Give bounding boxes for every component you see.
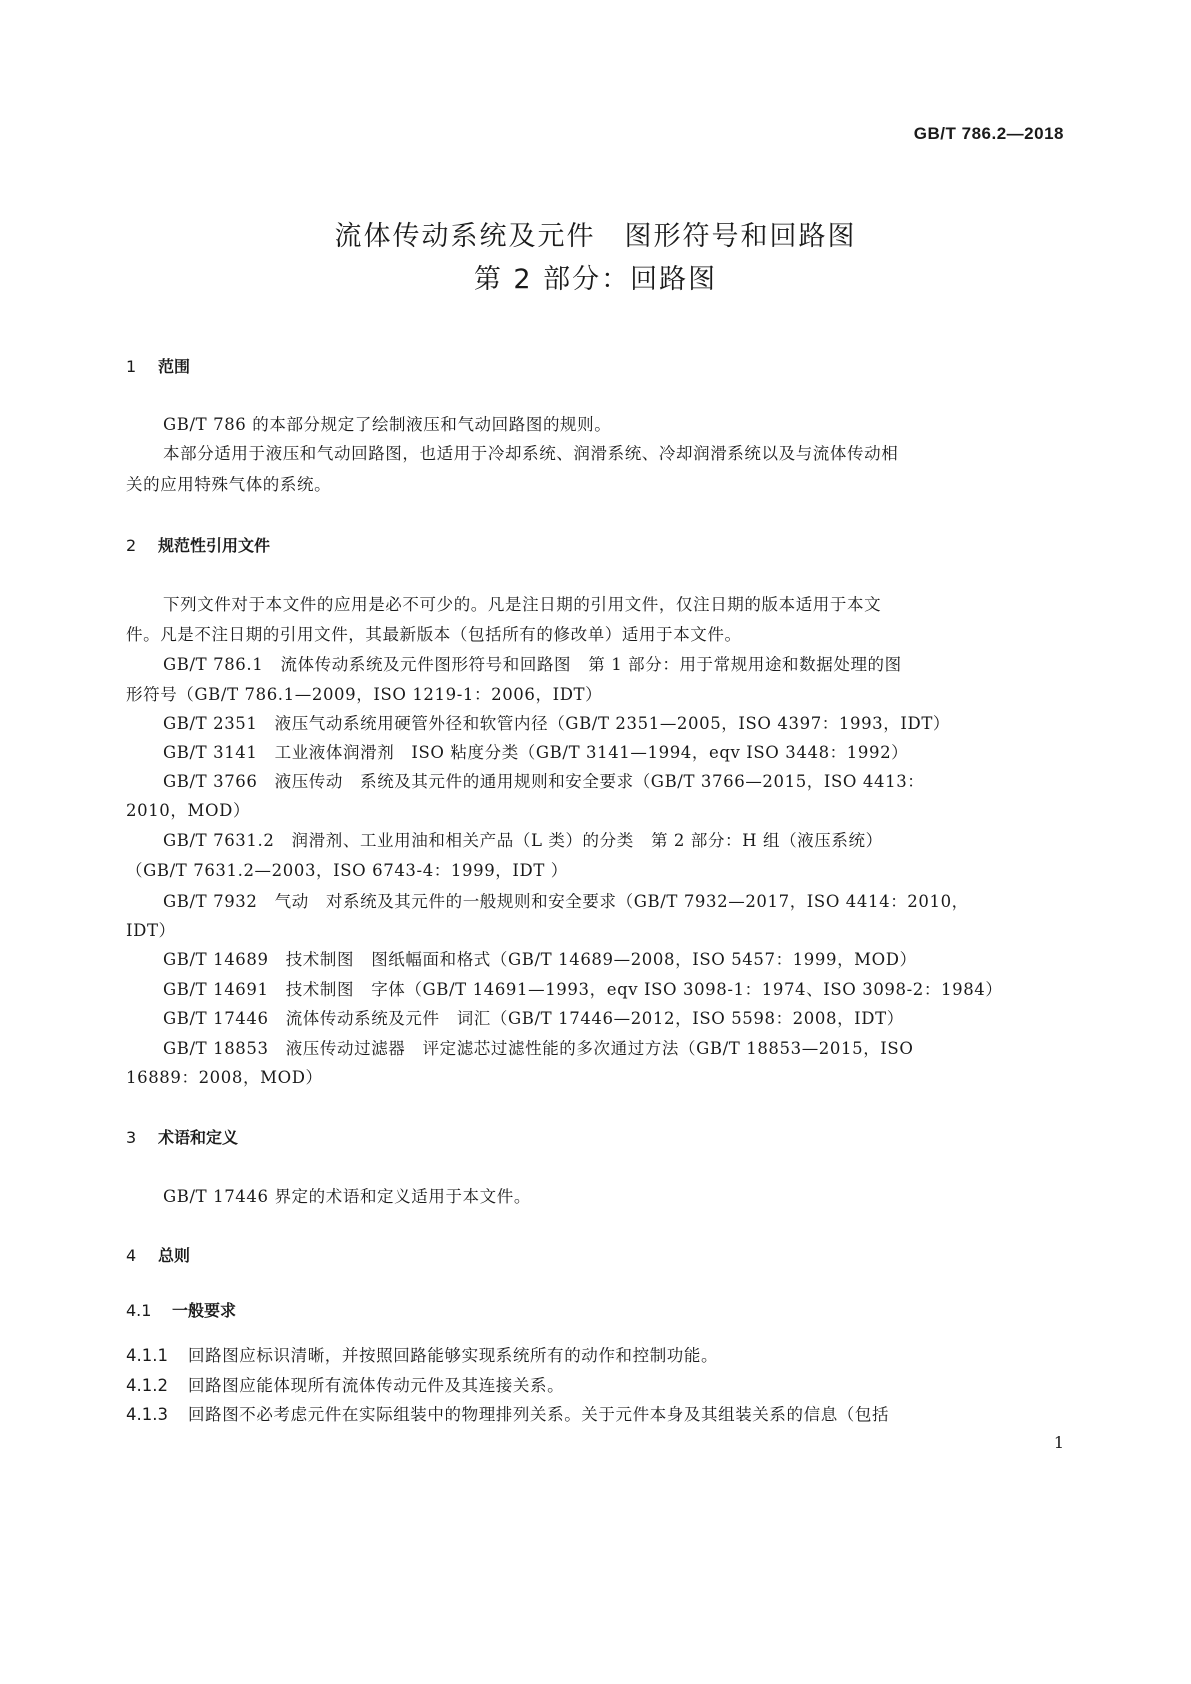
reference-item: GB/T 7631.2 润滑剂、工业用油和相关产品（L 类）的分类 第 2 部分：H 组（液压系统） bbox=[163, 831, 883, 850]
section-number: 2 bbox=[126, 536, 137, 555]
paragraph-continuation: 件。凡是不注日期的引用文件，其最新版本（包括所有的修改单）适用于本文件。 bbox=[126, 625, 742, 644]
subsection-title: 一般要求 bbox=[172, 1301, 237, 1320]
section-number: 1 bbox=[126, 357, 137, 376]
reference-item-continuation: （GB/T 7631.2—2003，ISO 6743-4：1999，IDT ） bbox=[126, 861, 568, 880]
paragraph: 本部分适用于液压和气动回路图，也适用于冷却系统、润滑系统、冷却润滑系统以及与流体传动相 bbox=[163, 444, 899, 463]
reference-item: GB/T 3766 液压传动 系统及其元件的通用规则和安全要求（GB/T 3766—2015，ISO 4413： bbox=[163, 772, 925, 791]
clause-text: 回路图应标识清晰，并按照回路能够实现系统所有的动作和控制功能。 bbox=[188, 1346, 719, 1365]
clause-text: 回路图应能体现所有流体传动元件及其连接关系。 bbox=[188, 1376, 565, 1395]
section-3-heading bbox=[126, 1125, 238, 1148]
reference-item: GB/T 3141 工业液体润滑剂 ISO 粘度分类（GB/T 3141—1994，eqv ISO 3448：1992） bbox=[163, 743, 909, 762]
paragraph-continuation: 关的应用特殊气体的系统。 bbox=[126, 475, 332, 494]
reference-item: GB/T 14691 技术制图 字体（GB/T 14691—1993，eqv ISO 3098-1：1974、ISO 3098-2：1984） bbox=[163, 980, 1003, 999]
section-title: 术语和定义 bbox=[158, 1128, 239, 1147]
section-title: 规范性引用文件 bbox=[158, 536, 271, 555]
document-title-line2: 第 2 部分：回路图 bbox=[473, 264, 718, 295]
reference-item: GB/T 7932 气动 对系统及其元件的一般规则和安全要求（GB/T 7932—2017，ISO 4414：2010， bbox=[163, 892, 969, 911]
page-number: 1 bbox=[1053, 1433, 1064, 1452]
standard-number-header: GB/T 786.2—2018 bbox=[913, 124, 1064, 143]
section-title: 范围 bbox=[158, 357, 191, 376]
clause-4-1-1 bbox=[126, 1342, 718, 1366]
subsection-number: 4.1 bbox=[126, 1301, 152, 1320]
reference-item-continuation: 2010，MOD） bbox=[126, 801, 251, 820]
section-number: 4 bbox=[126, 1246, 137, 1265]
reference-item-continuation: IDT） bbox=[126, 921, 176, 940]
clause-number: 4.1.2 bbox=[126, 1376, 168, 1395]
reference-item: GB/T 14689 技术制图 图纸幅面和格式（GB/T 14689—2008，ISO 5457：1999，MOD） bbox=[163, 950, 917, 969]
subsection-4-1-heading bbox=[126, 1298, 236, 1321]
paragraph: GB/T 786 的本部分规定了绘制液压和气动回路图的规则。 bbox=[163, 415, 612, 434]
section-4-heading bbox=[126, 1243, 190, 1266]
section-2-heading bbox=[126, 533, 270, 556]
clause-number: 4.1.1 bbox=[126, 1346, 168, 1365]
document-title-line1: 流体传动系统及元件 图形符号和回路图 bbox=[334, 221, 857, 252]
reference-item-continuation: 形符号（GB/T 786.1—2009，ISO 1219-1：2006，IDT） bbox=[126, 685, 603, 704]
clause-4-1-2 bbox=[126, 1372, 564, 1396]
clause-number: 4.1.3 bbox=[126, 1405, 168, 1424]
reference-item-continuation: 16889：2008，MOD） bbox=[126, 1068, 323, 1087]
clause-4-1-3 bbox=[126, 1401, 889, 1425]
clause-text: 回路图不必考虑元件在实际组装中的物理排列关系。关于元件本身及其组装关系的信息（包括 bbox=[188, 1405, 890, 1424]
section-1-heading bbox=[126, 354, 190, 377]
reference-item: GB/T 2351 液压气动系统用硬管外径和软管内径（GB/T 2351—2005，ISO 4397：1993，IDT） bbox=[163, 714, 951, 733]
reference-item: GB/T 17446 流体传动系统及元件 词汇（GB/T 17446—2012，ISO 5598：2008，IDT） bbox=[163, 1009, 904, 1028]
paragraph: 下列文件对于本文件的应用是必不可少的。凡是注日期的引用文件，仅注日期的版本适用于本文 bbox=[163, 595, 882, 614]
reference-item: GB/T 18853 液压传动过滤器 评定滤芯过滤性能的多次通过方法（GB/T 18853—2015，ISO bbox=[163, 1039, 914, 1058]
paragraph: GB/T 17446 界定的术语和定义适用于本文件。 bbox=[163, 1187, 531, 1206]
section-title: 总则 bbox=[158, 1246, 191, 1265]
reference-item: GB/T 786.1 流体传动系统及元件图形符号和回路图 第 1 部分：用于常规用途和数据处理的图 bbox=[163, 655, 902, 674]
section-number: 3 bbox=[126, 1128, 137, 1147]
